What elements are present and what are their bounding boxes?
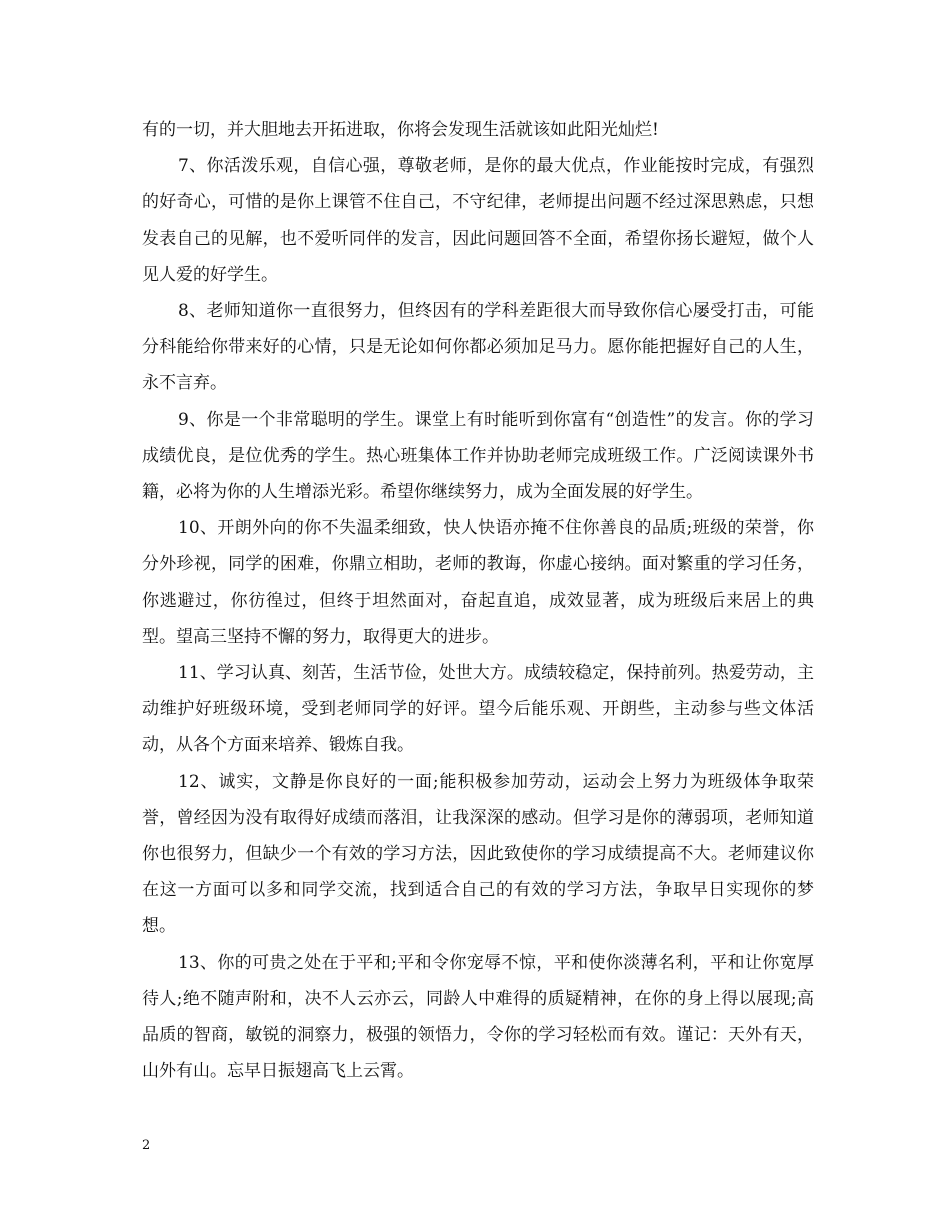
page-number: 2 [142, 1138, 151, 1153]
paragraph-comment-9: 9、你是一个非常聪明的学生。课堂上有时能听到你富有“创造性”的发言。你的学习成绩优良，是位优秀的学生。热心班集体工作并协助老师完成班级工作。广泛阅读课外书籍，必将为你的人生增添光彩。希望你继续努力，成为全面发展的好学生。 [142, 409, 814, 503]
paragraph-continuation: 有的一切，并大胆地去开拓进取，你将会发现生活就该如此阳光灿烂! [142, 120, 659, 140]
paragraph-comment-8: 8、老师知道你一直很努力，但终因有的学科差距很大而导致你信心屡受打击，可能分科能给你带来好的心情，只是无论如何你都必须加足马力。愿你能把握好自己的人生，永不言弃。 [142, 301, 814, 394]
document-body [142, 112, 814, 1089]
paragraph-comment-11: 11、学习认真、刻苦，生活节俭，处世大方。成绩较稳定，保持前列。热爱劳动，主动维护好班级环境，受到老师同学的好评。望今后能乐观、开朗些，主动参与些文体活动，从各个方面来培养、锻炼自我。 [142, 663, 814, 756]
paragraph-comment-13: 13、你的可贵之处在于平和;平和令你宠辱不惊，平和使你淡薄名利，平和让你宽厚待人;绝不随声附和，决不人云亦云，同龄人中难得的质疑精神，在你的身上得以展现;高品质的智商，敏锐的洞察力，极强的领悟力，令你的学习轻松而有效。谨记：天外有天，山外有山。忘早日振翅高飞上云霄。 [142, 952, 814, 1082]
paragraph-comment-10: 10、开朗外向的你不失温柔细致，快人快语亦掩不住你善良的品质;班级的荣誉，你分外珍视，同学的困难，你鼎立相助，老师的教诲，你虚心接纳。面对繁重的学习任务，你逃避过，你彷徨过，但终于坦然面对，奋起直追，成效显著，成为班级后来居上的典型。望高三坚持不懈的努力，取得更大的进步。 [142, 518, 814, 647]
paragraph-comment-12: 12、诚实，文静是你良好的一面;能积极参加劳动，运动会上努力为班级体争取荣誉，曾经因为没有取得好成绩而落泪，让我深深的感动。但学习是你的薄弱项，老师知道你也很努力，但缺少一个有效的学习方法，因此致使你的学习成绩提高不大。老师建议你在这一方面可以多和同学交流，找到适合自己的有效的学习方法，争取早日实现你的梦想。 [142, 771, 814, 937]
paragraph-comment-7: 7、你活泼乐观，自信心强，尊敬老师，是你的最大优点，作业能按时完成，有强烈的好奇心，可惜的是你上课管不住自己，不守纪律，老师提出问题不经过深思熟虑，只想发表自己的见解，也不爱听同伴的发言，因此问题回答不全面，希望你扬长避短，做个人见人爱的好学生。 [142, 156, 814, 285]
